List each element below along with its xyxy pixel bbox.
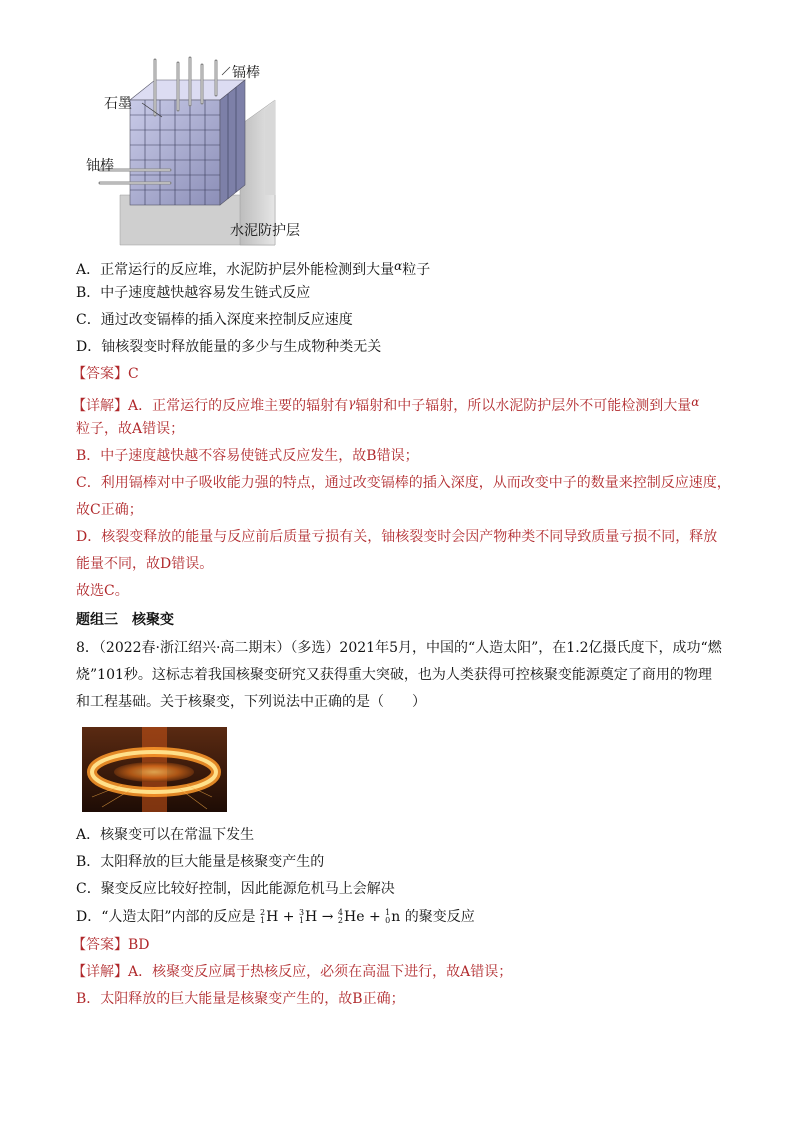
- q7-analysis-a-line2: 粒子，故A错误；: [76, 421, 185, 437]
- q7-analysis-c-line2: 故C正确；: [76, 502, 143, 518]
- q7-option-b: B．中子速度越快越容易发生链式反应: [76, 285, 311, 301]
- q8-analysis-a: 【详解】A．核聚变反应属于热核反应，必须在高温下进行，故A错误；: [72, 964, 513, 980]
- nuclide-tritium: 3 1 H: [298, 908, 318, 925]
- alpha-symbol: α: [394, 259, 403, 273]
- section-title: 题组三 核聚变: [76, 612, 174, 628]
- q8-stem-line1: 8．（2022春·浙江绍兴·高二期末）（多选）2021年5月，中国的“人造太阳”，在1.2亿摄氏度下，成功“燃: [76, 640, 722, 656]
- tokamak-photo-svg: [82, 727, 227, 812]
- q8-option-d: D．“人造太阳”内部的反应是 2 1 H + 3 1 H → 4 2 He + 1 0 n 的聚变反应: [76, 908, 475, 925]
- q7-analysis-d-line1: D．核裂变释放的能量与反应前后质量亏损有关，铀核裂变时会因产物种类不同导致质量亏损不同，释放: [76, 529, 718, 545]
- cadmium-rod-label: 镉棒: [232, 65, 260, 81]
- q7-option-d: D．铀核裂变时释放能量的多少与生成物种类无关: [76, 339, 382, 355]
- uranium-rod-label: 铀棒: [86, 158, 114, 174]
- q7-option-a: A．正常运行的反应堆，水泥防护层外能检测到大量α粒子: [76, 259, 431, 278]
- q8-option-b: B．太阳释放的巨大能量是核聚变产生的: [76, 854, 325, 870]
- alpha-symbol: α: [691, 395, 700, 409]
- q7-analysis-d-line2: 能量不同，故D错误。: [76, 556, 214, 572]
- q7-conclusion: 故选C。: [76, 583, 129, 599]
- q8-stem-line3: 和工程基础。关于核聚变，下列说法中正确的是（ ）: [76, 694, 426, 710]
- reaction-arrow: →: [321, 909, 334, 925]
- q7-answer: 【答案】C: [72, 366, 139, 382]
- reactor-diagram-svg: [80, 55, 350, 250]
- q7-analysis-a-line1: 【详解】A．正常运行的反应堆主要的辐射有γ辐射和中子辐射，所以水泥防护层外不可能检测到大量α: [72, 395, 700, 414]
- graphite-label: 石墨: [104, 96, 132, 112]
- q8-analysis-b: B．太阳释放的巨大能量是核聚变产生的，故B正确；: [76, 991, 405, 1007]
- q7-analysis-b: B．中子速度越快越不容易使链式反应发生，故B错误；: [76, 448, 419, 464]
- gamma-symbol: γ: [348, 396, 356, 410]
- reactor-diagram: [80, 55, 350, 250]
- nuclide-deuterium: 2 1 H: [260, 908, 279, 925]
- q8-stem-line2: 烧”101秒。这标志着我国核聚变研究又获得重大突破，也为人类获得可控核聚变能源奠定了商用的物理: [76, 667, 712, 683]
- nuclide-neutron: 1 0 n: [385, 908, 401, 925]
- q8-option-a: A．核聚变可以在常温下发生: [76, 827, 255, 843]
- q7-option-c: C．通过改变镉棒的插入深度来控制反应速度: [76, 312, 353, 328]
- q7-analysis-c-line1: C．利用镉棒对中子吸收能力强的特点，通过改变镉棒的插入深度，从而改变中子的数量来控制反应速度，: [76, 475, 731, 491]
- q8-answer: 【答案】BD: [72, 937, 150, 953]
- nuclide-helium: 4 2 He: [337, 908, 365, 925]
- tokamak-photo: [82, 727, 227, 812]
- concrete-layer-label: 水泥防护层: [230, 223, 300, 239]
- q8-option-c: C．聚变反应比较好控制，因此能源危机马上会解决: [76, 881, 395, 897]
